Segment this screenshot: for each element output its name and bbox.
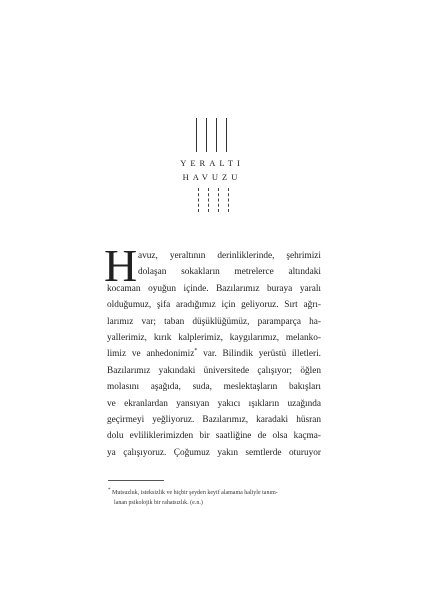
text-line: olduğumuz, şifa aradığımız için geliyoruz. Sırt ağrı- [107, 300, 321, 311]
text-line: ya çalışıyoruz. Çoğumuz yakın semtlerde oturuyor [107, 447, 321, 458]
ornament-vertical-lines [194, 118, 234, 152]
text-line: Bazılarımız yakındaki üniversitede çalışıyor; öğlen [107, 365, 321, 376]
text-fragment: var. Bilindik yerüstü illetleri. [197, 349, 321, 360]
text-line: dolaşan sokakların metrelerce altındaki [138, 267, 321, 278]
text-fragment: limiz ve anhedonimiz [107, 349, 195, 360]
text-line: avuz, yeraltının derinliklerinde, şehrimizi [138, 251, 321, 261]
footnote-line-2: lanan psikolojik bir rahatsızlık. (e.n.) [114, 500, 203, 506]
text-line-with-footnote [107, 346, 321, 362]
text-line: geçirmeyi yeğliyoruz. Bazılarımız, karadaki hüsran [107, 414, 321, 425]
footnote-divider [108, 480, 164, 481]
text-line: larımız var; taban düşüklüğümüz, paramparça ha- [107, 316, 321, 327]
chapter-title-line-1: YERALTI [180, 158, 244, 168]
footnote [108, 486, 324, 508]
text-line: dolu evliliklerimizden bir saatliğine de olsa kaçma- [107, 431, 321, 442]
chapter-title-line-2: HAVUZU [182, 172, 242, 182]
drop-cap: H [104, 240, 138, 291]
footnote-text: Mutsuzluk, isteksizlik ve hiçbir şeyden keyif alamama haliyle tanım- [112, 490, 278, 496]
footnote-marker: * [194, 348, 198, 355]
body-paragraph [107, 248, 321, 461]
text-line: kocaman oyuğun içinde. Bazılarımız buraya yaralı [107, 283, 321, 294]
ornament-dashed-lines [196, 188, 232, 212]
text-line: molasını aşağıda, suda, meslektaşların bakışları [107, 382, 321, 393]
footnote-line-1 [108, 486, 324, 498]
text-line: ve ekranlardan yansıyan yakıcı ışıkların uzağında [107, 398, 321, 409]
footnote-marker: * [108, 488, 111, 493]
text-line: yallerimiz, kırık kalplerimiz, kaygılarımız, melanko- [107, 332, 321, 343]
